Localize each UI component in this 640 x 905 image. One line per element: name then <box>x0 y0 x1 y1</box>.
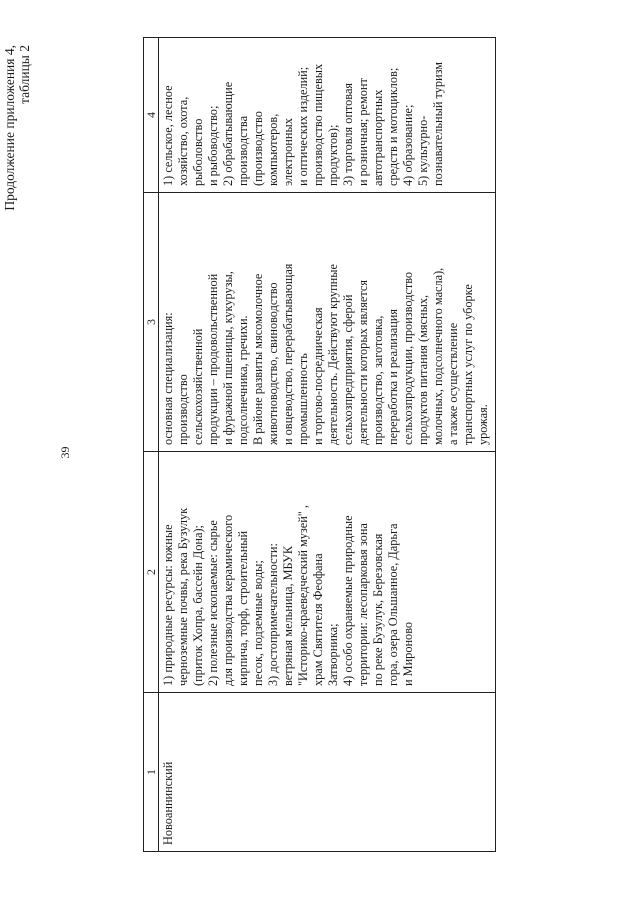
cell-text-line: средств и мотоциклов; <box>386 67 400 186</box>
cell-text-line: и торгово-посредническая <box>311 307 325 445</box>
cell-text-line: компьютеров, <box>266 113 280 186</box>
cell-text-line: Затворника; <box>326 623 340 686</box>
cell-text-line: подсолнечника, гречихи. <box>236 315 250 445</box>
header-cell-4: 4 <box>144 38 159 193</box>
activities-cell <box>159 38 496 193</box>
cell-text-line: ветряная мельница, МБУК <box>281 545 295 686</box>
cell-text-line: основная специализация: <box>161 312 175 445</box>
cell-text-line: сельхозпредприятия, сферой <box>341 294 355 445</box>
cell-text-line: 4) образование; <box>401 104 415 186</box>
cell-text-line: (приток Хопра, бассейн Дона); <box>191 525 205 686</box>
district-table <box>143 37 496 852</box>
cell-text-line: хозяйство, охота, <box>176 96 190 186</box>
cell-text-line: 2) обрабатывающие <box>221 81 235 186</box>
cell-text-line: и фуражной пшеницы, кукурузы, <box>221 271 235 445</box>
cell-text-line: молочных, подсолнечного масла), <box>431 267 445 445</box>
cell-text-line: транспортных услуг по уборке <box>461 284 475 445</box>
cell-text-line: производство, заготовка, <box>371 315 385 445</box>
cell-text-line: 1) сельское, лесное <box>161 85 175 186</box>
cell-text-line: черноземные почвы, река Бузулук <box>176 507 190 686</box>
cell-text-line: и розничная; ремонт <box>356 78 370 186</box>
cell-text-line: животноводство, свиноводство <box>266 282 280 445</box>
caption-line-2: таблицы 2 <box>17 45 32 104</box>
cell-text-line: территории: лесопарковая зона <box>356 523 370 686</box>
cell-text-line: урожая. <box>476 404 490 445</box>
resources-cell <box>159 452 496 693</box>
table-header-row <box>144 38 159 852</box>
header-cell-1: 1 <box>144 693 159 852</box>
cell-text-line: храм Святителя Феофана <box>311 553 325 686</box>
cell-text-line: рыболовство <box>191 118 205 186</box>
cell-text-line: 1) природные ресурсы: южные <box>161 524 175 686</box>
cell-text-line: электронных <box>281 118 295 186</box>
cell-text-line: продукции – продовольственной <box>206 273 220 445</box>
table-row <box>159 38 496 852</box>
caption-line-1: Продолжение приложения 4, <box>2 45 17 211</box>
cell-text-line: по реке Бузулук, Березовская <box>371 533 385 686</box>
cell-text-line: и рыбоводство; <box>206 105 220 186</box>
specialization-cell <box>159 193 496 452</box>
cell-text-line: и Мироново <box>401 621 415 686</box>
header-cell-2: 2 <box>144 452 159 693</box>
cell-text-line: сельхозпродукции, производство <box>401 271 415 445</box>
cell-text-line: 3) торговля оптовая <box>341 82 355 186</box>
cell-text-line: производство <box>176 374 190 445</box>
cell-text-line: "Историко-краеведческий музей" , <box>296 505 310 686</box>
cell-text-line: продуктов); <box>326 124 340 186</box>
cell-text-line: промышленность <box>296 353 310 445</box>
header-cell-3: 3 <box>144 193 159 452</box>
cell-text-line: 4) особо охраняемые природные <box>341 515 355 686</box>
cell-text-line: 3) достопримечательности: <box>266 543 280 686</box>
cell-text-line: 5) культурно- <box>416 115 430 186</box>
cell-text-line: производства <box>236 115 250 186</box>
cell-text-line: кирпича, торф, строительный <box>236 530 250 686</box>
cell-text-line: и овцеводство, перерабатывающая <box>281 263 295 445</box>
cell-text-line: сельскохозяйственной <box>191 328 205 445</box>
cell-text-line: песок, подземные воды; <box>251 560 265 686</box>
cell-text-line: производство пищевых <box>311 63 325 186</box>
district-name-cell: Новоаннинский <box>159 693 496 852</box>
cell-text-line: гора, озера Ольшанное, Дарьга <box>386 523 400 686</box>
page-number: 39 <box>58 446 72 459</box>
cell-text-line: а также осуществление <box>446 322 460 445</box>
cell-text-line: для производства керамического <box>221 514 235 686</box>
cell-text-line: и оптических изделий; <box>296 66 310 186</box>
cell-text-line: В районе развиты мясомолочное <box>251 273 265 445</box>
cell-text-line: продуктов питания (мясных, <box>416 294 430 445</box>
cell-text-line: 2) полезные ископаемые: сырье <box>206 520 220 686</box>
cell-text-line: познавательный туризм <box>431 61 445 186</box>
cell-text-line: деятельности которых является <box>356 280 370 445</box>
cell-text-line: автотранспортных <box>371 89 385 186</box>
cell-text-line: (производство <box>251 111 265 186</box>
table-caption <box>2 45 32 211</box>
cell-text-line: деятельность. Действуют крупные <box>326 264 340 445</box>
cell-text-line: переработка и реализация <box>386 308 400 445</box>
